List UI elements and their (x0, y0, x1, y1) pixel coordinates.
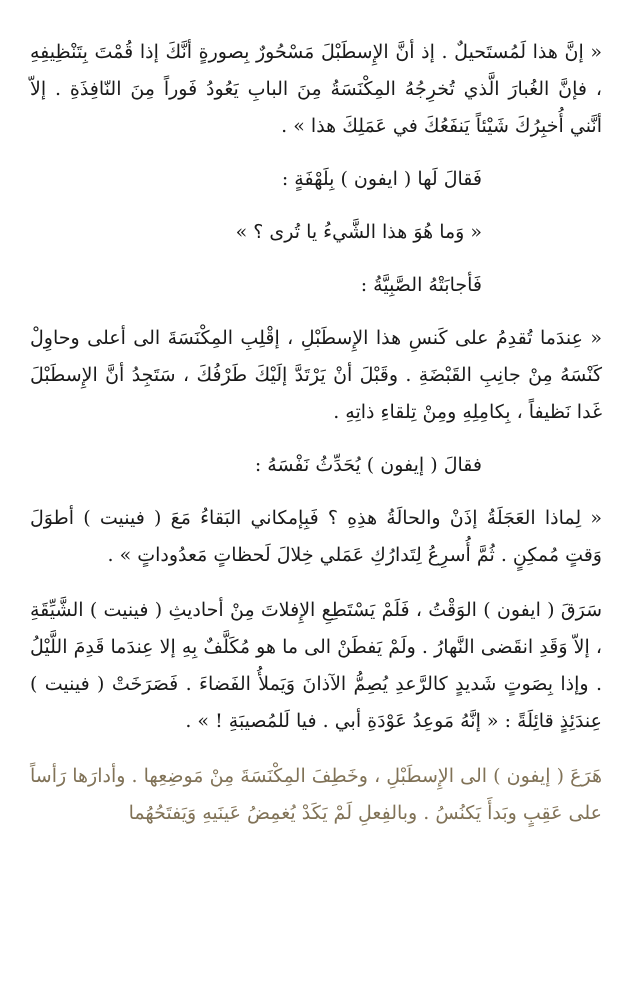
paragraph-broom-instructions: « عِندَما تُقدِمُ على كَنسِ هذا الإِسطَبْلِ ، إقْلِبِ المِكْنَسَةَ الى أعلى وحاوِلْ كَنْسَهُ مِنْ جانِبِ القَبْضَةِ . وقَبْلَ أنْ يَرْتَدَّ إلَيْكَ طَرْفُكَ ، سَتَجِدُ أنَّ الإِسطَبْلَ غَدا نَظيفاً ، بِكامِلِهِ ومِنْ تِلقاءِ ذاتِهِ . (30, 327, 602, 423)
paragraph-time-passes: سَرَقَ ( ايفون ) الوَقْتُ ، فَلَمْ يَسْتَطِعِ الإِفلاتَ مِنْ أحاديثِ ( فينيت ) الشَّيِّقَةِ ، إلاّ وَقَدِ انقَضى النَّهارُ . ولَمْ يَفطَنْ الى ما هو مُكَلَّفٌ بِهِ إلا عِندَما قَدِمَ اللَّيْلُ . وإذا بِصَوتٍ شَديدٍ كالرَّعدِ يُصِمُّ الآذانَ وَيَملأُ الفَضاءَ . فَصَرَخَتْ ( فينيت ) عِندَئِذٍ قائِلَةً : « إنَّهُ مَوعِدُ عَوْدَةِ أبي . فيا لَلمُصيبَةِ ! » . (30, 599, 602, 732)
paragraph-question: « وَما هُوَ هذا الشَّيءُ يا تُرى ؟ » (235, 221, 482, 243)
paragraph-ivon-asks: فَقالَ لَها ( ايفون ) بِلَهْفَةٍ : (281, 168, 482, 190)
paragraph-why-hurry: « لِماذا العَجَلَةُ إذَنْ والحالَةُ هذِهِ ؟ فَبِإمكاني البَقاءُ مَعَ ( فينيت ) أطوَلَ وَقتٍ مُمكِنٍ . ثُمَّ أُسرِعُ لِتَدارُكِ عَمَلي خِلالَ لَحظاتٍ مَعدُوداتٍ » . (30, 507, 603, 566)
paragraph-impossible: « إنَّ هذا لَمُستَحيلٌ . إذ أنَّ الإِسطَبْلَ مَسْحُورٌ بِصورةٍ أنَّكَ إذا قُمْتَ بِتَنْظِيفِهِ ، فإنَّ الغُبارَ الَّذي تُخرِجُهُ المِكْنَسَةُ مِنَ البابِ يَعُودُ فَوراً مِنَ النّافِذَةِ . إلاّ أنَّني أُخبِرُكَ شَيْئاً يَنفَعُكَ في عَمَلِكَ هذا » . (30, 41, 602, 137)
paragraph-ivon-rushes: هَرَعَ ( إيفون ) الى الإِسطَبْلِ ، وخَطِفَ المِكْنَسَةَ مِنْ مَوضِعِها . وأدارَها رَأساً على عَقِبٍ وبَدأَ يَكنُسُ . وبالفِعلِ لَمْ يَكَدْ يُغمِضُ عَينَيهِ وَيَفتَحُهُما (30, 765, 602, 824)
paragraph-girl-answers: فَأجابَتْهُ الصَّبِيَّةُ : (360, 274, 482, 296)
paragraph-ivon-thinks: فقالَ ( إيفون ) يُحَدِّثُ نَفْسَهُ : (254, 454, 482, 476)
